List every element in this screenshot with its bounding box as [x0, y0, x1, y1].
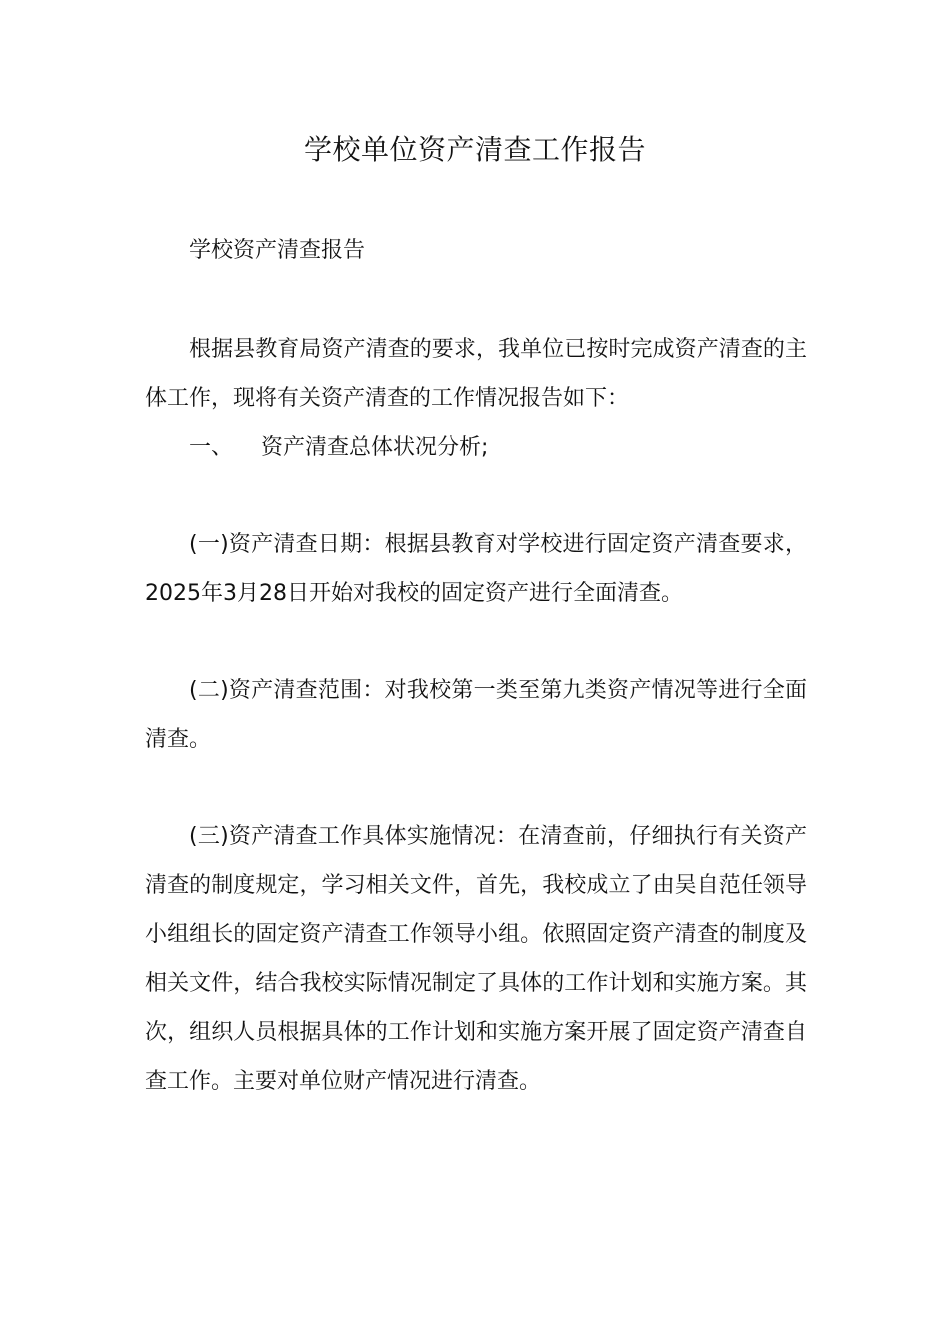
section-one-heading: [145, 423, 807, 472]
paragraph-implementation: (三)资产清查工作具体实施情况：在清查前，仔细执行有关资产清查的制度规定，学习相关文件，首先，我校成立了由吴自范任领导小组组长的固定资产清查工作领导小组。依照固定资产清查的制度及相关文件，结合我校实际情况制定了具体的工作计划和实施方案。其次，组织人员根据具体的工作计划和实施方案开展了固定资产清查自查工作。主要对单位财产情况进行清查。: [145, 824, 807, 1094]
intro-paragraph: 根据县教育局资产清查的要求，我单位已按时完成资产清查的主体工作，现将有关资产清查的工作情况报告如下：: [145, 337, 807, 411]
paragraph-scope: (二)资产清查范围：对我校第一类至第九类资产情况等进行全面清查。: [145, 678, 807, 752]
document-subtitle: 学校资产清查报告: [189, 238, 366, 263]
document-title: 学校单位资产清查工作报告: [303, 133, 646, 166]
section-one-number: 一、: [189, 435, 234, 460]
section-one-title: 资产清查总体状况分析;: [261, 435, 489, 460]
document-body: [145, 226, 807, 1106]
paragraph-date: (一)资产清查日期：根据县教育对学校进行固定资产清查要求，2025年3月28日开始对我校的固定资产进行全面清查。: [145, 532, 807, 606]
